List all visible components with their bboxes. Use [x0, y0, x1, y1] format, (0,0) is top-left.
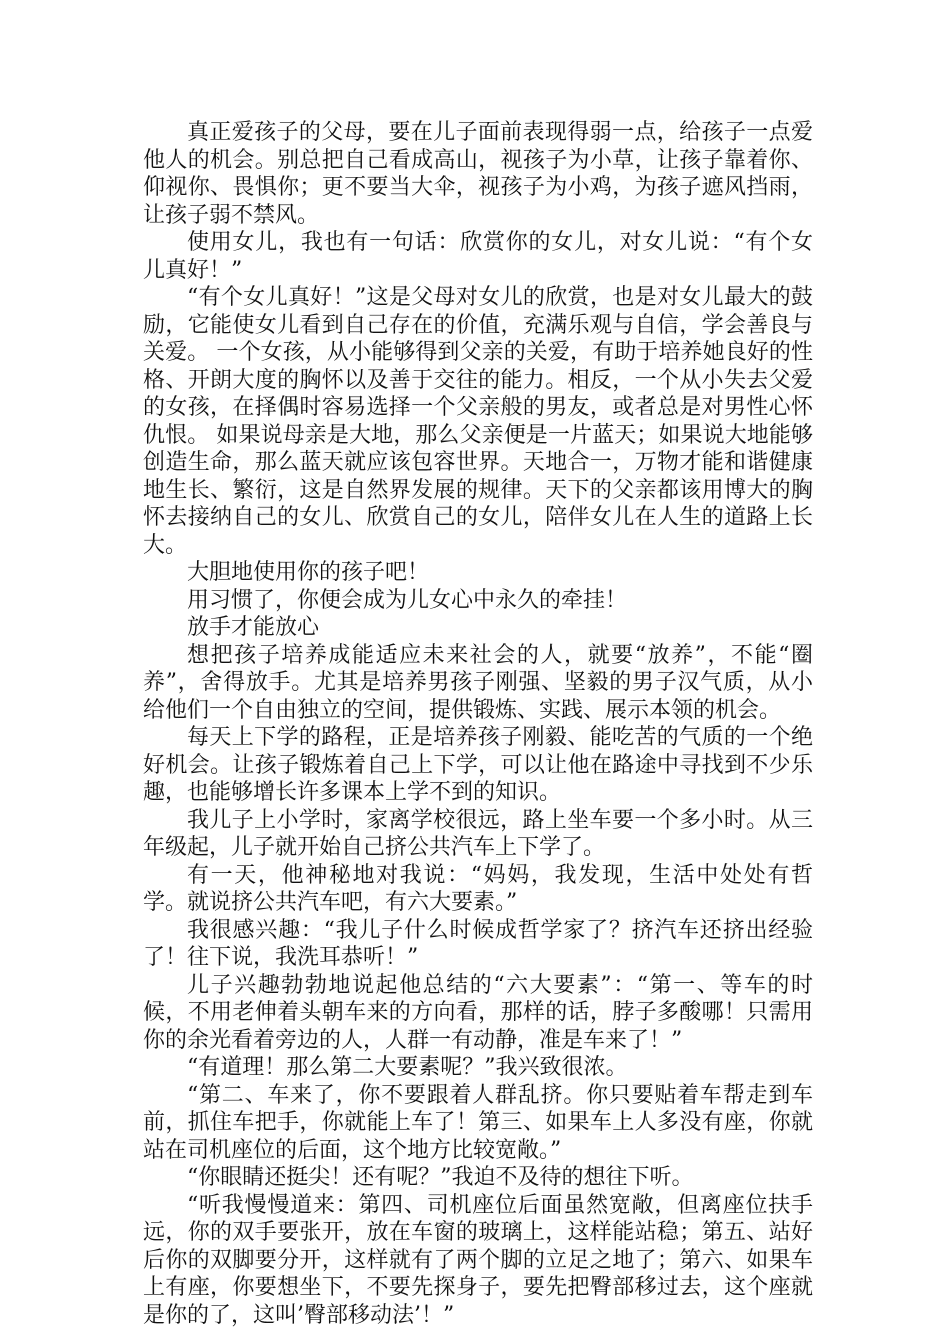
paragraph: 我儿子上小学时，家离学校很远，路上坐车要一个多小时。从三年级起，儿子就开始自己挤公共汽车上下学了。 [143, 807, 813, 860]
paragraph: “有个女儿真好！”这是父母对女儿的欣赏，也是对女儿最大的鼓励，它能使女儿看到自己存在的价值，充满乐观与自信，学会善良与关爱。 一个女孩，从小能够得到父亲的关爱，有助于培养她良好的性格、开朗大度的胸怀以及善于交往的能力。相反，一个从小失去父爱的女孩，在择偶时容易选择一个父亲般的男友，或者总是对男性心怀仇恨。 如果说母亲是大地，那么父亲便是一片蓝天；如果说大地能够创造生命，那么蓝天就应该包容世界。天地合一，万物才能和谐健康地生长、繁衍，这是自然界发展的规律。天下的父亲都该用博大的胸怀去接纳自己的女儿、欣赏自己的女儿，陪伴女儿在人生的道路上长大。 [143, 285, 813, 558]
article-body [143, 119, 813, 1329]
section-heading: 放手才能放心 [187, 615, 320, 640]
paragraph: 我很感兴趣：“我儿子什么时候成哲学家了？挤汽车还挤出经验了！往下说，我洗耳恭听！” [143, 917, 813, 970]
paragraph: 想把孩子培养成能适应未来社会的人，就要“放养”，不能“圈养”，舍得放手。尤其是培养男孩子刚强、坚毅的男子汉气质，从小给他们一个自由独立的空间，提供锻炼、实践、展示本领的机会。 [143, 642, 813, 723]
paragraph: 每天上下学的路程，正是培养孩子刚毅、能吃苦的气质的一个绝好机会。让孩子锻炼着自己上下学，可以让他在路途中寻找到不少乐趣，也能够增长许多课本上学不到的知识。 [143, 725, 813, 805]
paragraph: 大胆地使用你的孩子吧！ [187, 560, 430, 585]
paragraph: 用习惯了，你便会成为儿女心中永久的牵挂！ [187, 587, 628, 613]
paragraph: 有一天，他神秘地对我说：“妈妈，我发现，生活中处处有哲学。就说挤公共汽车吧，有六大要素。” [143, 862, 813, 915]
paragraph: 儿子兴趣勃勃地说起他总结的“六大要素”：“第一、等车的时候，不用老伸着头朝车来的方向看，那样的话，脖子多酸哪！只需用你的余光看着旁边的人，人群一有动静，准是车来了！” [143, 972, 813, 1053]
paragraph: “有道理！那么第二大要素呢？”我兴致很浓。 [187, 1055, 628, 1080]
paragraph: “听我慢慢道来：第四、司机座位后面虽然宽敞，但离座位扶手远，你的双手要张开，放在车窗的玻璃上，这样能站稳；第五、站好后你的双脚要分开，这样就有了两个脚的立足之地了；第六、如果车上有座，你要想坐下，不要先探身子，要先把臀部移过去，这个座就是你的了，这叫’臀部移动法’！” [143, 1192, 813, 1328]
paragraph: 使用女儿，我也有一句话：欣赏你的女儿，对女儿说：“有个女儿真好！” [143, 230, 813, 283]
paragraph: 真正爱孩子的父母，要在儿子面前表现得弱一点，给孩子一点爱他人的机会。别总把自己看成高山，视孩子为小草，让孩子靠着你、仰视你、畏惧你；更不要当大伞，视孩子为小鸡，为孩子遮风挡雨，让孩子弱不禁风。 [143, 120, 813, 228]
paragraph: “你眼睛还挺尖！还有呢？”我迫不及待的想往下听。 [187, 1165, 694, 1190]
paragraph: “第二、车来了，你不要跟着人群乱挤。你只要贴着车帮走到车前，抓住车把手，你就能上车了！第三、如果车上人多没有座，你就站在司机座位的后面，这个地方比较宽敞。” [143, 1082, 813, 1163]
